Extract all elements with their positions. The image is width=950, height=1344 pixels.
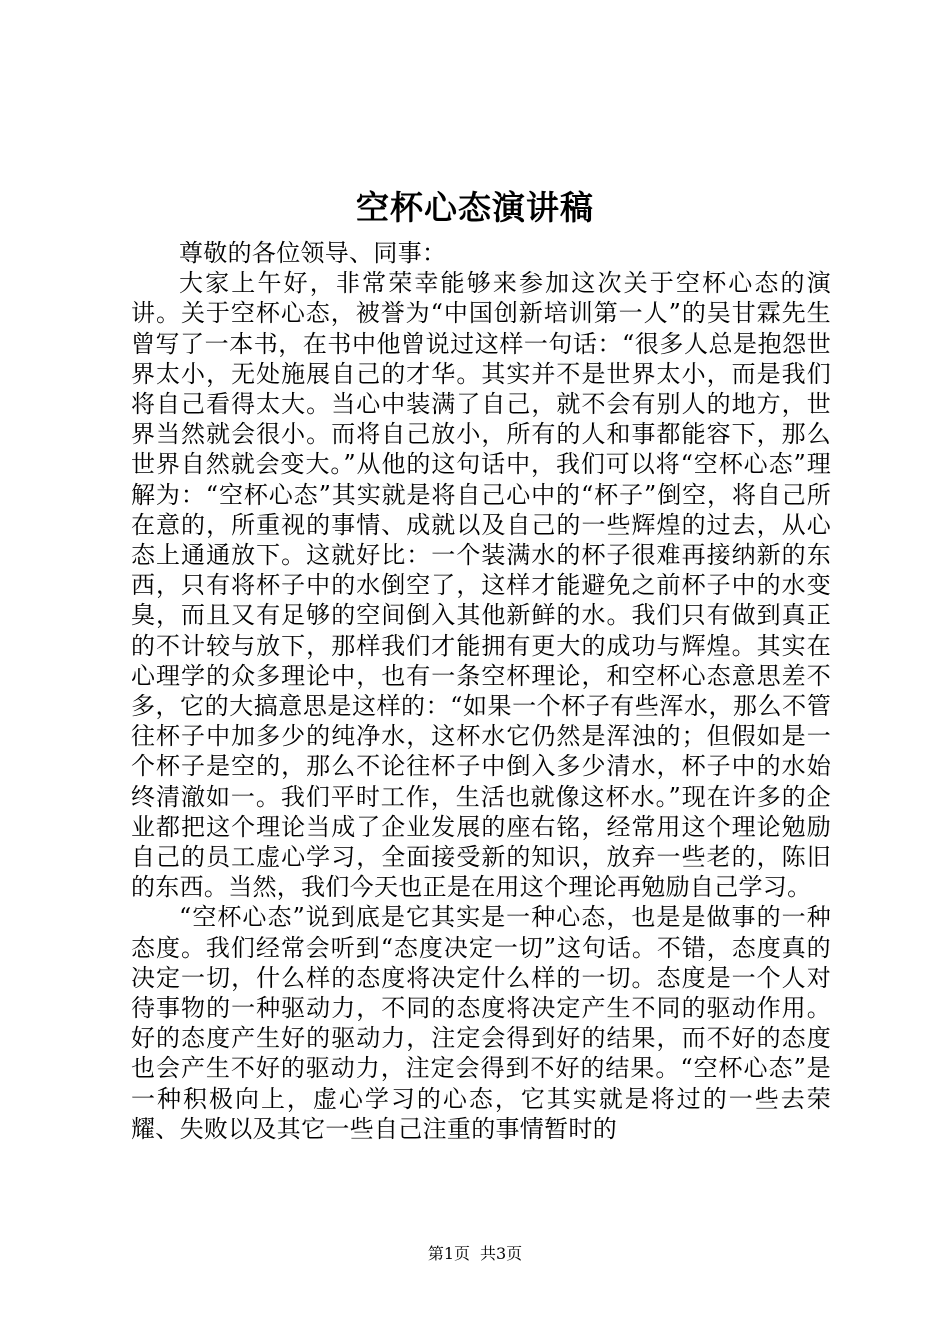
- page-footer: [0, 1243, 950, 1265]
- document-title: 空杯心态演讲稿: [356, 188, 594, 227]
- document-body: [131, 238, 831, 1144]
- page-number: 第1页: [427, 1244, 470, 1263]
- salutation: 尊敬的各位领导、同事：: [179, 239, 447, 267]
- paragraph-1: 大家上午好，非常荣幸能够来参加这次关于空杯心态的演讲。关于空杯心态，被誉为“中国创新培训第一人”的吴甘霖先生曾写了一本书，在书中他曾说过这样一句话：“很多人总是抱怨世界太小，无处施展自己的才华。其实并不是世界太小，而是我们将自己看得太大。当心中装满了自己，就不会有别人的地方，世界当然就会很小。而将自己放小，所有的人和事都能容下，那么世界自然就会变大。”从他的这句话中，我们可以将“空杯心态”理解为：“空杯心态”其实就是将自己心中的“杯子”倒空，将自己所在意的，所重视的事情、成就以及自己的一些辉煌的过去，从心态上通通放下。这就好比：一个装满水的杯子很难再接纳新的东西，只有将杯子中的水倒空了，这样才能避免之前杯子中的水变臭，而且又有足够的空间倒入其他新鲜的水。我们只有做到真正的不计较与放下，那样我们才能拥有更大的成功与辉煌。其实在心理学的众多理论中，也有一条空杯理论，和空杯心态意思差不多，它的大搞意思是这样的：“如果一个杯子有些浑水，那么不管往杯子中加多少的纯净水，这杯水它仍然是浑浊的；但假如是一个杯子是空的，那么不论往杯子中倒入多少清水，杯子中的水始终清澈如一。我们平时工作，生活也就像这杯水。”现在许多的企业都把这个理论当成了企业发展的座右铭，经常用这个理论勉励自己的员工虚心学习，全面接受新的知识，放弃一些老的，陈旧的东西。当然，我们今天也正是在用这个理论再勉励自己学习。: [131, 269, 831, 902]
- page-total: 共3页: [480, 1244, 523, 1263]
- paragraph-2: “空杯心态”说到底是它其实是一种心态，也是是做事的一种态度。我们经常会听到“态度决定一切”这句话。不错，态度真的决定一切，什么样的态度将决定什么样的一切。态度是一个人对待事物的一种驱动力，不同的态度将决定产生不同的驱动作用。好的态度产生好的驱动力，注定会得到好的结果，而不好的态度也会产生不好的驱动力，注定会得到不好的结果。“空杯心态”是一种积极向上，虚心学习的心态，它其实就是将过的一些去荣耀、失败以及其它一些自己注重的事情暂时的: [131, 903, 831, 1143]
